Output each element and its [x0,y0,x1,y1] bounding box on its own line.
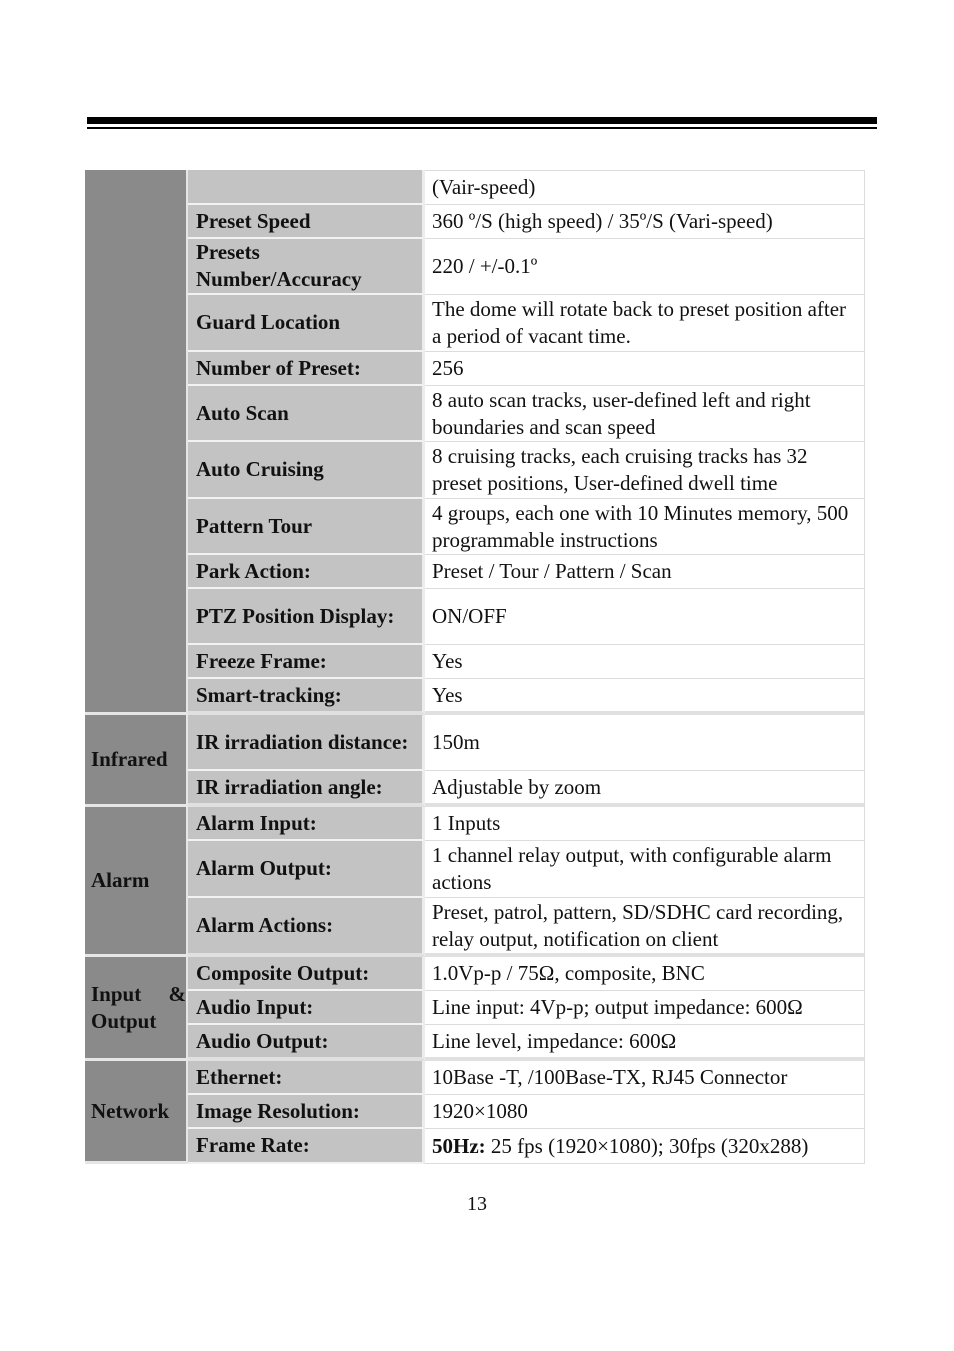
spec-value: ON/OFF [425,589,865,645]
table-row [85,1129,865,1164]
category-input-output [85,957,188,1061]
spec-value: 360 º/S (high speed) / 35º/S (Vari-speed) [425,205,865,239]
spec-label: Park Action: [188,555,425,589]
spec-value: 8 cruising tracks, each cruising tracks has 32 preset positions, User-defined dwell time [425,442,865,499]
spec-label: Freeze Frame: [188,645,425,679]
spec-value: (Vair-speed) [425,170,865,205]
spec-value: Yes [425,679,865,715]
spec-label: Presets Number/Accuracy [188,239,425,295]
page-number: 13 [467,1193,487,1215]
table-row [85,645,865,679]
table-row [85,898,865,957]
spec-label: Preset Speed [188,205,425,239]
spec-label: Auto Scan [188,386,425,442]
spec-value: 8 auto scan tracks, user-defined left and right boundaries and scan speed [425,386,865,442]
table-row [85,352,865,386]
spec-label: IR irradiation distance: [188,715,425,771]
spec-value: The dome will rotate back to preset position after a period of vacant time. [425,295,865,352]
category-network: Network [85,1061,188,1164]
spec-value: 1920×1080 [425,1095,865,1129]
category-alarm: Alarm [85,807,188,957]
spec-label: Auto Cruising [188,442,425,499]
spec-value: Yes [425,645,865,679]
spec-label: Alarm Output: [188,841,425,898]
table-row [85,170,865,205]
spec-label: Frame Rate: [188,1129,425,1164]
category-io-line2: Output [91,1008,157,1033]
spec-label: Smart-tracking: [188,679,425,715]
header-rule-thick [87,117,877,124]
spec-value: Preset, patrol, pattern, SD/SDHC card recording, relay output, notification on client [425,898,865,957]
table-row [85,715,865,771]
table-row [85,499,865,555]
specification-table [85,170,865,1164]
spec-label: IR irradiation angle: [188,771,425,807]
spec-label: Number of Preset: [188,352,425,386]
header-rule-thin [87,127,877,129]
spec-value: Line input: 4Vp-p; output impedance: 600Ω [425,991,865,1025]
spec-value: 1 channel relay output, with configurable alarm actions [425,841,865,898]
table-row [85,1061,865,1095]
spec-value: Preset / Tour / Pattern / Scan [425,555,865,589]
spec-value: 4 groups, each one with 10 Minutes memory, 500 programmable instructions [425,499,865,555]
table-row [85,386,865,442]
frame-rate-text: 25 fps (1920×1080); 30fps (320x288) [485,1133,809,1158]
table-row [85,841,865,898]
table-row [85,957,865,991]
spec-value [425,1129,865,1164]
table-row [85,442,865,499]
category-io-line1: Input & [91,981,186,1006]
table-row [85,205,865,239]
spec-value: 150m [425,715,865,771]
table-row [85,1025,865,1061]
table-row [85,239,865,295]
spec-label: Pattern Tour [188,499,425,555]
spec-value: 1.0Vp-p / 75Ω, composite, BNC [425,957,865,991]
spec-value: Adjustable by zoom [425,771,865,807]
spec-label: Image Resolution: [188,1095,425,1129]
table-row [85,295,865,352]
category-cell-ptz [85,170,188,715]
spec-label: Audio Input: [188,991,425,1025]
spec-label: Ethernet: [188,1061,425,1095]
spec-label: Guard Location [188,295,425,352]
spec-label [188,170,425,205]
frame-rate-prefix: 50Hz: [432,1133,486,1158]
table-row [85,991,865,1025]
spec-label: Composite Output: [188,957,425,991]
table-row [85,1095,865,1129]
table-row [85,679,865,715]
spec-value: 1 Inputs [425,807,865,841]
spec-value: 10Base -T, /100Base-TX, RJ45 Connector [425,1061,865,1095]
spec-label: Audio Output: [188,1025,425,1061]
spec-value: 256 [425,352,865,386]
spec-value: 220 / +/-0.1º [425,239,865,295]
spec-label: PTZ Position Display: [188,589,425,645]
table-row [85,555,865,589]
spec-label: Alarm Input: [188,807,425,841]
table-row [85,807,865,841]
table-row [85,771,865,807]
category-infrared: Infrared [85,715,188,807]
spec-value: Line level, impedance: 600Ω [425,1025,865,1061]
spec-label: Alarm Actions: [188,898,425,957]
table-row [85,589,865,645]
